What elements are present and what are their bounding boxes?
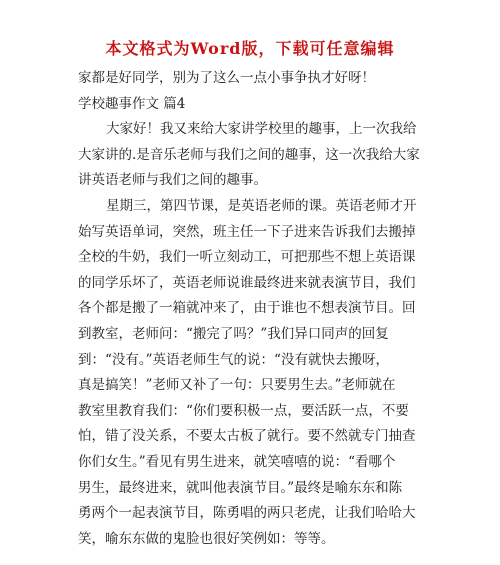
text-line: 家都是好同学，别为了这么一点小事争执才好呀！ bbox=[78, 70, 375, 86]
text-line: 男生，最终进来，就叫他表演节目。”最终是喻东东和陈 bbox=[78, 479, 403, 496]
text-line: 大家好！我又来给大家讲学校里的趣事，上一次我给 bbox=[106, 121, 417, 138]
text-line: 星期三，第四节课，是英语老师的课。英语老师才开 bbox=[106, 197, 417, 214]
text-line: 教室里教育我们：“你们要积极一点，要活跃一点，不要 bbox=[78, 402, 409, 419]
text-line: 你们女生。”看见有男生进来，就笑嘻嘻的说：“看哪个 bbox=[78, 453, 396, 470]
text-line: 怕，错了没关系，不要太古板了就行。要不然就专门抽查 bbox=[78, 428, 416, 445]
text-line: 真是搞笑！”老师又补了一句：只要男生去。”老师就在 bbox=[78, 377, 396, 394]
text-line: 的同学乐坏了，英语老师说谁最终进来就表演节目，我们 bbox=[78, 274, 416, 291]
editable-format-banner: 本文格式为Word版，下载可任意编辑 bbox=[105, 39, 395, 58]
article-body bbox=[78, 66, 433, 552]
paragraph-1 bbox=[78, 117, 433, 194]
text-line: 笑，喻东东做的鬼脸也很好笑例如：等等。 bbox=[78, 530, 335, 547]
text-line: 到教室，老师问：“搬完了吗？”我们异口同声的回复 bbox=[78, 325, 389, 342]
text-line: 各个都是搬了一箱就冲来了，由于谁也不想表演节目。回 bbox=[78, 300, 416, 317]
text-line: 讲英语老师与我们之间的趣事。 bbox=[78, 172, 267, 189]
essay-heading: 学校趣事作文 篇4 bbox=[78, 95, 186, 112]
text-line: 始写英语单词，突然，班主任一下子进来告诉我们去搬掉 bbox=[78, 223, 416, 240]
paragraph-2 bbox=[78, 194, 433, 552]
text-line: 勇两个一起表演节目，陈勇唱的两只老虎，让我们哈哈大 bbox=[78, 505, 416, 522]
text-line: 大家讲的.是音乐老师与我们之间的趣事，这一次我给大家 bbox=[78, 146, 420, 163]
text-line: 到：“没有。”英语老师生气的说：“没有就快去搬呀， bbox=[78, 351, 389, 368]
text-line: 全校的牛奶，我们一听立刻动工，可把那些不想上英语课 bbox=[78, 249, 416, 266]
